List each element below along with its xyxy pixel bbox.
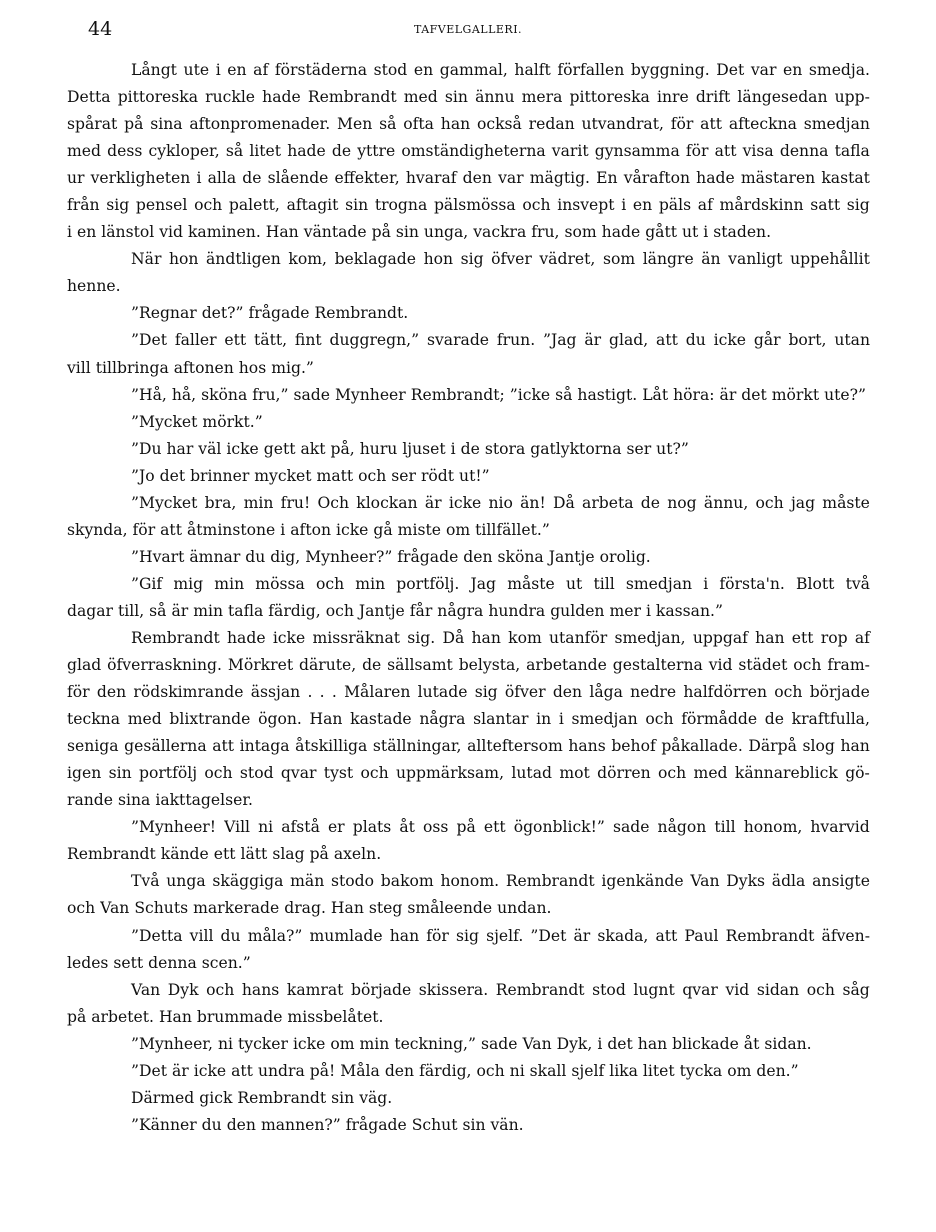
body-text [67,57,870,1139]
text-line: rande sina iakttagelser. [67,791,254,810]
text-line: Rembrandt hade icke missräknat sig. Då han kom utanför smedjan, uppgaf han ett rop af [131,628,870,647]
text-line: för den rödskimrande ässjan . . . Målaren lutade sig öfver den låga nedre halfdörren och började [67,683,870,702]
text-line: dagar till, så är min tafla färdig, och Jantje får några hundra gulden mer i kassan.” [67,601,723,620]
text-line: Två unga skäggiga män stodo bakom honom. Rembrandt igenkände Van Dyks ädla ansigte [131,872,870,891]
text-line: från sig pensel och palett, aftagit sin trogna pälsmössa och insvept i en päls af mårdskinn satt sig [67,196,870,215]
text-line: ”Hå, hå, sköna fru,” sade Mynheer Rembrandt; ”icke så hastigt. Låt höra: är det mörkt ute?” [131,385,866,404]
text-line: ”Du har väl icke gett akt på, huru ljuset i de stora gatlyktorna ser ut?” [131,439,689,458]
text-line: ”Mycket bra, min fru! Och klockan är icke nio än! Då arbeta de nog ännu, och jag måste [131,493,870,512]
text-line: ”Jo det brinner mycket matt och ser rödt ut!” [131,466,490,485]
text-line: spårat på sina aftonpromenader. Men så ofta han också redan utvandrat, för att afteckna smedjan [67,115,870,134]
text-line: i en länstol vid kaminen. Han väntade på sin unga, vackra fru, som hade gått ut i staden. [67,223,772,242]
text-line: ”Det faller ett tätt, fint duggregn,” svarade frun. ”Jag är glad, att du icke går bort, utan [131,331,870,350]
text-line: ur verkligheten i alla de slående effekter, hvaraf den var mägtig. En vårafton hade mästaren kastat [67,169,870,188]
text-line: med dess cykloper, så litet hade de yttre omständigheterna varit gynsamma för att visa denna tafla [67,142,870,161]
text-line: ”Detta vill du måla?” mumlade han för sig sjelf. ”Det är skada, att Paul Rembrandt äfven- [131,926,870,945]
text-line: igen sin portfölj och stod qvar tyst och uppmärksam, lutad mot dörren och med kännareblick gö- [67,764,870,783]
running-title: TAFVELGALLERI. [413,23,523,36]
page-number: 44 [88,18,113,40]
text-line: ”Mycket mörkt.” [131,412,263,431]
text-line: ”Hvart ämnar du dig, Mynheer?” frågade den sköna Jantje orolig. [131,547,651,566]
page-header [0,18,936,46]
text-line: på arbetet. Han brummade missbelåtet. [67,1007,384,1026]
text-line: ”Mynheer! Vill ni afstå er plats åt oss på ett ögonblick!” sade någon till honom, hvarvid [131,818,870,837]
text-line: ”Känner du den mannen?” frågade Schut sin vän. [131,1115,524,1134]
text-line: Därmed gick Rembrandt sin väg. [131,1088,393,1107]
text-line: Van Dyk och hans kamrat började skissera. Rembrandt stod lugnt qvar vid sidan och såg [131,980,870,999]
text-line: När hon ändtligen kom, beklagade hon sig öfver vädret, som längre än vanligt uppehållit [131,250,870,269]
text-line: Detta pittoreska ruckle hade Rembrandt med sin ännu mera pittoreska inre drift längesedan upp- [67,88,870,107]
text-line: Långt ute i en af förstäderna stod en gammal, halft förfallen byggning. Det var en smedja. [131,61,870,79]
text-line: ”Gif mig min mössa och min portfölj. Jag måste ut till smedjan i första'n. Blott två [131,574,870,593]
text-line: teckna med blixtrande ögon. Han kastade några slantar in i smedjan och förmådde de kraftfulla, [67,710,870,729]
text-line: ”Det är icke att undra på! Måla den färdig, och ni skall sjelf lika litet tycka om den.” [131,1061,799,1080]
text-line: henne. [67,277,121,296]
text-line: ledes sett denna scen.” [67,953,251,972]
text-line: Rembrandt kände ett lätt slag på axeln. [67,845,382,864]
text-line: och Van Schuts markerade drag. Han steg småleende undan. [67,899,552,918]
text-line: skynda, för att åtminstone i afton icke gå miste om tillfället.” [67,520,550,539]
text-line: seniga gesällerna att intaga åtskilliga ställningar, allteftersom hans behof påkallade. Därpå slog han [67,737,870,756]
text-line: glad öfverraskning. Mörkret därute, de sällsamt belysta, arbetande gestalterna vid städet och fram- [67,656,870,675]
text-line: ”Mynheer, ni tycker icke om min teckning,” sade Van Dyk, i det han blickade åt sidan. [131,1034,812,1053]
text-line: vill tillbringa aftonen hos mig.” [67,358,314,377]
text-line: ”Regnar det?” frågade Rembrandt. [131,304,409,323]
